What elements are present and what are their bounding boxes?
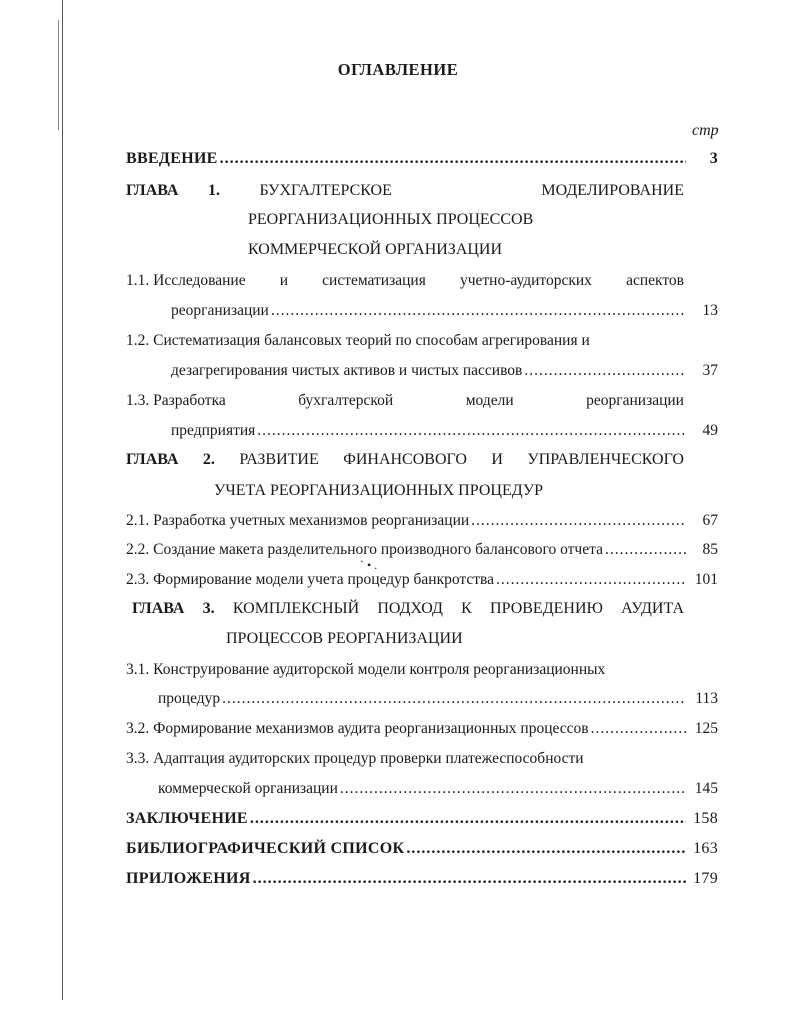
toc-entry-2-1[interactable] [126, 512, 718, 536]
toc-entry-page: 67 [702, 512, 718, 529]
toc-entry-label: 2.2. Создание макета разделительного производного балансового отчета [126, 541, 603, 558]
heading-word: ПРОВЕДЕНИЮ [490, 600, 603, 617]
toc-entry-label: 3.2. Формирование механизмов аудита реорганизационных процессов [126, 720, 589, 737]
toc-entry-1-1-line2[interactable] [171, 302, 718, 326]
toc-entry-3-3-line2[interactable] [158, 780, 718, 804]
toc-entry-page: 158 [693, 810, 718, 827]
heading-word: РАЗВИТИЕ [239, 451, 319, 468]
toc-entry-2-2[interactable] [126, 541, 718, 565]
word: реорганизации [586, 392, 684, 409]
dot-leader [605, 541, 686, 559]
dot-leader [253, 870, 686, 888]
toc-entry-label: реорганизации [171, 302, 269, 319]
toc-entry-1-2-line2[interactable] [171, 362, 718, 386]
toc-entry-label: ЗАКЛЮЧЕНИЕ [126, 810, 248, 827]
heading-word: ПОДХОД [377, 600, 443, 617]
dot-leader [406, 840, 686, 858]
scan-edge-line [62, 0, 63, 1000]
chapter-1-heading-line3: КОММЕРЧЕСКОЙ ОРГАНИЗАЦИИ [248, 241, 503, 258]
chapter-1-heading-line1[interactable] [126, 182, 684, 200]
toc-entry-1-1-line1[interactable] [126, 272, 684, 290]
toc-entry-conclusion[interactable] [126, 810, 718, 834]
toc-entry-label: предприятия [171, 422, 256, 439]
dot-leader [257, 422, 686, 440]
toc-entry-introduction[interactable] [126, 150, 718, 174]
word: модели [465, 392, 514, 409]
toc-entry-label: коммерческой организации [158, 780, 338, 797]
toc-entry-label: 2.3. Формирование модели учета процедур банкротства [126, 571, 495, 588]
heading-word: ГЛАВА [126, 451, 179, 468]
word: аспектов [626, 272, 684, 289]
toc-entry-3-1-line1[interactable] [126, 661, 605, 679]
toc-entry-label: Систематизация балансовых теорий по способам агрегирования и [153, 332, 590, 349]
dot-leader [471, 512, 686, 530]
heading-word: УПРАВЛЕНЧЕСКОГО [527, 451, 684, 468]
toc-entry-label: БИБЛИОГРАФИЧЕСКИЙ СПИСОК [126, 840, 405, 857]
toc-entry-label: Конструирование аудиторской модели контроля реорганизационных [153, 661, 606, 678]
section-number: 1.1. Исследование [126, 272, 246, 289]
chapter-2-heading-line1[interactable] [126, 451, 684, 469]
toc-entry-label: процедур [158, 690, 221, 707]
toc-entry-page: 37 [702, 362, 718, 379]
word: учетно-аудиторских [459, 272, 592, 289]
chapter-2-heading-line2: УЧЕТА РЕОРГАНИЗАЦИОННЫХ ПРОЦЕДУР [214, 482, 544, 499]
heading-word: КОМПЛЕКСНЫЙ [232, 600, 360, 617]
heading-word: БУХГАЛТЕРСКОЕ [259, 182, 392, 199]
toc-entry-label: ВВЕДЕНИЕ [126, 150, 218, 167]
toc-entry-1-3-line2[interactable] [171, 422, 718, 446]
toc-entry-page: 49 [702, 422, 718, 439]
heading-word: ГЛАВА [132, 600, 185, 617]
heading-word: 2. [202, 451, 215, 468]
toc-entry-label: Адаптация аудиторских процедур проверки платежеспособности [153, 750, 584, 767]
page-title: ОГЛАВЛЕНИЕ [337, 60, 459, 79]
toc-entry-page: 85 [702, 541, 718, 558]
chapter-1-heading-line2: РЕОРГАНИЗАЦИОННЫХ ПРОЦЕССОВ [248, 211, 534, 228]
heading-word: К [461, 600, 472, 617]
scan-speck: ` • . [360, 558, 378, 572]
toc-entry-2-3[interactable] [126, 571, 718, 595]
dot-leader [220, 150, 686, 168]
section-number: 3.3. [126, 750, 150, 767]
toc-entry-3-2[interactable] [126, 720, 718, 744]
toc-entry-bibliography[interactable] [126, 840, 718, 864]
dot-leader [250, 810, 686, 828]
chapter-3-heading-line1[interactable] [132, 600, 684, 618]
dot-leader [591, 720, 686, 738]
toc-entry-page: 145 [694, 780, 718, 797]
word: бухгалтерской [298, 392, 394, 409]
toc-entry-3-3-line1[interactable] [126, 750, 584, 768]
toc-entry-page: 3 [709, 150, 718, 167]
dot-leader [222, 690, 686, 708]
word: систематизация [322, 272, 426, 289]
toc-entry-appendices[interactable] [126, 870, 718, 894]
toc-entry-page: 13 [702, 302, 718, 319]
heading-word: 1. [207, 182, 220, 199]
heading-word: МОДЕЛИРОВАНИЕ [541, 182, 684, 199]
dot-leader [524, 362, 686, 380]
heading-word: И [491, 451, 503, 468]
page-column-label: стр [692, 122, 719, 139]
toc-entry-page: 125 [694, 720, 718, 737]
toc-entry-1-2-line1[interactable] [126, 332, 590, 350]
toc-entry-page: 113 [695, 690, 718, 707]
heading-word: 3. [202, 600, 215, 617]
word: и [279, 272, 289, 289]
section-number: 3.1. [126, 661, 150, 678]
toc-entry-label: 2.1. Разработка учетных механизмов реорганизации [126, 512, 470, 529]
heading-word: АУДИТА [621, 600, 684, 617]
dot-leader [271, 302, 686, 320]
toc-entry-label: дезагрегирования чистых активов и чистых пассивов [171, 362, 523, 379]
toc-entry-page: 163 [693, 840, 718, 857]
toc-entry-page: 101 [694, 571, 718, 588]
dot-leader [496, 571, 686, 589]
dot-leader [340, 780, 686, 798]
chapter-3-heading-line2: ПРОЦЕССОВ РЕОРГАНИЗАЦИИ [226, 630, 463, 647]
toc-entry-page: 179 [693, 870, 718, 887]
section-number: 1.3. Разработка [126, 392, 226, 409]
section-number: 1.2. [126, 332, 150, 349]
heading-word: ГЛАВА [126, 182, 179, 199]
heading-word: ФИНАНСОВОГО [343, 451, 467, 468]
toc-entry-3-1-line2[interactable] [158, 690, 718, 714]
toc-entry-label: ПРИЛОЖЕНИЯ [126, 870, 251, 887]
toc-entry-1-3-line1[interactable] [126, 392, 684, 410]
